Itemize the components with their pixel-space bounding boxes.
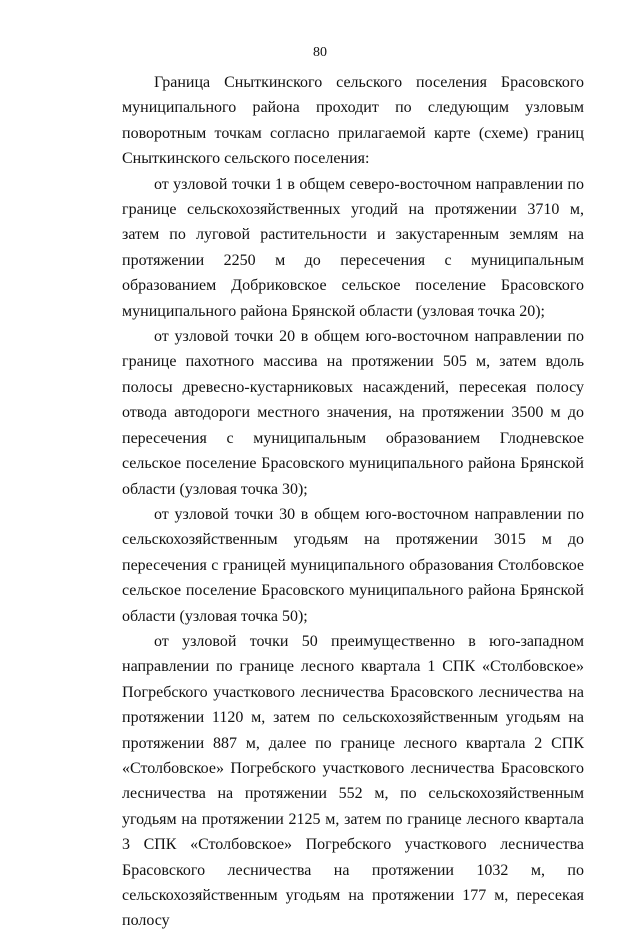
document-body [122, 70, 584, 934]
paragraph-point-1: от узловой точки 1 в общем северо-восточном направлении по границе сельскохозяйственных угодий на протяжении 3710 м, затем по луговой растительности и закустаренным землям на протяжении 2250 м до пересечения с муниципальным образованием Добриковское сельское поселение Брасовского муниципального района Брянской области (узловая точка 20); [122, 175, 584, 320]
paragraph-point-30: от узловой точки 30 в общем юго-восточном направлении по сельскохозяйственным угодьям на протяжении 3015 м до пересечения с границей муниципального образования Столбовское сельское поселение Брасовского муниципального района Брянской области (узловая точка 50); [122, 505, 584, 625]
paragraph-intro: Граница Сныткинского сельского поселения Брасовского муниципального района проходит по следующим узловым поворотным точкам согласно прилагаемой карте (схеме) границ Сныткинского сельского поселения: [122, 74, 584, 168]
paragraph-point-50: от узловой точки 50 преимущественно в юго-западном направлении по границе лесного квартала 1 СПК «Столбовское» Погребского участкового лесничества Брасовского лесничества на протяжении 1120 м, затем по сельскохозяйственным угодьям на протяжении 887 м, далее по границе лесного квартала 2 СПК «Столбовское» Погребского участкового лесничества Брасовского лесничества на протяжении 552 м, по сельскохозяйственным угодьям на протяжении 2125 м, затем по границе лесного квартала 3 СПК «Столбовское» Погребского участкового лесничества Брасовского лесничества на протяжении 1032 м, по сельскохозяйственным угодьям на протяжении 177 м, пересекая полосу [122, 632, 584, 930]
paragraph-point-20: от узловой точки 20 в общем юго-восточном направлении по границе пахотного массива на протяжении 505 м, затем вдоль полосы древесно-кустарниковых насаждений, пересекая полосу отвода автодороги местного значения, на протяжении 3500 м до пересечения с муниципальным образованием Глодневское сельское поселение Брасовского муниципального района Брянской области (узловая точка 30); [122, 328, 584, 498]
page-number: 80 [313, 45, 327, 60]
